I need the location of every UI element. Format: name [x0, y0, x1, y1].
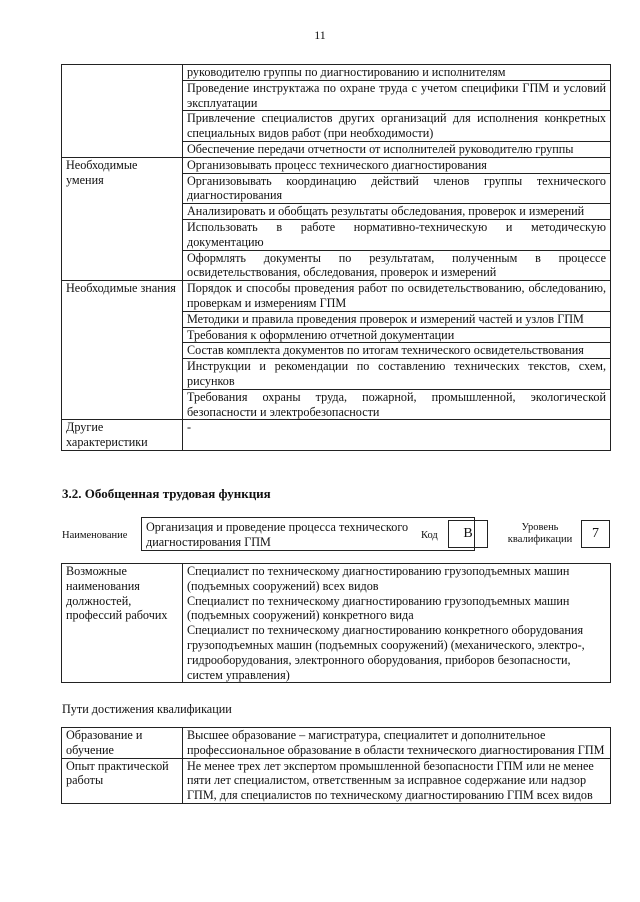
row-label-skills: Необходимые умения [62, 157, 183, 280]
table-cell: Организовывать координацию действий членов группы технического диагностирования [183, 173, 611, 204]
name-value: Организация и проведение процесса технического диагностирования ГПМ [141, 517, 475, 551]
paths-title: Пути достижения квалификации [62, 702, 232, 716]
table-cell: Порядок и способы проведения работ по освидетельствованию, обследованию, проверкам и измерениям ГПМ [183, 281, 611, 312]
function-header [62, 517, 610, 551]
table-cell: Обеспечение передачи отчетности от исполнителей руководителю группы [183, 141, 611, 157]
table-cell: - [183, 420, 611, 451]
table-row [62, 728, 611, 759]
table-cell: Методики и правила проведения проверок и измерений частей и узлов ГПМ [183, 311, 611, 327]
table-row [62, 420, 611, 451]
row-label-other: Другие характеристики [62, 420, 183, 451]
positions-table [61, 563, 611, 683]
section-heading: 3.2. Обобщенная трудовая функция [62, 486, 271, 501]
table-cell: Организовывать процесс технического диагностирования [183, 157, 611, 173]
education-text: Высшее образование – магистратура, специалитет и дополнительное профессиональное образование в области технического диагностирования ГПМ [183, 728, 611, 759]
row-label-knowledge: Необходимые знания [62, 281, 183, 420]
table-cell: Требования к оформлению отчетной документации [183, 327, 611, 343]
list-item: Специалист по техническому диагностированию конкретного оборудования грузоподъемных машин (подъемных сооружений) (механического, электро-, гидрооборудования, электронного оборудования, приборов безопасности, систем управления) [187, 623, 585, 682]
table-cell: Анализировать и обобщать результаты обследования, проверок и измерений [183, 204, 611, 220]
list-item: Специалист по техническому диагностированию грузоподъемных машин (подъемных сооружений) конкретного вида [187, 593, 570, 623]
table-cell: Состав комплекта документов по итогам технического освидетельствования [183, 343, 611, 359]
name-label: Наименование [62, 530, 128, 541]
row-label [62, 65, 183, 158]
level-value: 7 [581, 520, 610, 548]
education-label: Образование и обучение [62, 728, 183, 759]
table-cell: руководителю группы по диагностированию и исполнителям [183, 65, 611, 81]
qualification-table [61, 727, 611, 804]
level-label: Уровень квалификации [507, 522, 573, 545]
table-row [62, 758, 611, 803]
table-row [62, 281, 611, 312]
positions-label: Возможные наименования должностей, профессий рабочих [62, 564, 183, 683]
table-cell: Инструкции и рекомендации по составлению технических текстов, схем, рисунков [183, 359, 611, 390]
code-label: Код [421, 530, 438, 541]
table-cell: Привлечение специалистов других организаций для исполнения конкретных специальных видов работ (при необходимости) [183, 111, 611, 142]
table-cell: Требования охраны труда, пожарной, промышленной, экологической безопасности и электробезопасности [183, 389, 611, 420]
code-value: B [448, 520, 488, 548]
table-cell: Оформлять документы по результатам, полученным в процессе освидетельствования, обследования, проверок и измерений [183, 250, 611, 281]
competency-table [61, 64, 611, 451]
table-row [62, 564, 611, 683]
experience-text: Не менее трех лет экспертом промышленной безопасности ГПМ или не менее пяти лет специалистом, ответственным за исправное содержание или надзор ГПМ, для специалистов по техническому диагностированию ГПМ всех видов [183, 758, 611, 803]
list-item: Специалист по техническому диагностированию грузоподъемных машин (подъемных сооружений) всех видов [187, 564, 570, 593]
table-row [62, 157, 611, 173]
table-cell: Использовать в работе нормативно-техническую и методическую документацию [183, 219, 611, 250]
positions-list [183, 564, 611, 683]
table-cell: Проведение инструктажа по охране труда с учетом специфики ГПМ и условий эксплуатации [183, 80, 611, 111]
table-row [62, 65, 611, 81]
experience-label: Опыт практической работы [62, 758, 183, 803]
page-number: 11 [314, 28, 326, 42]
